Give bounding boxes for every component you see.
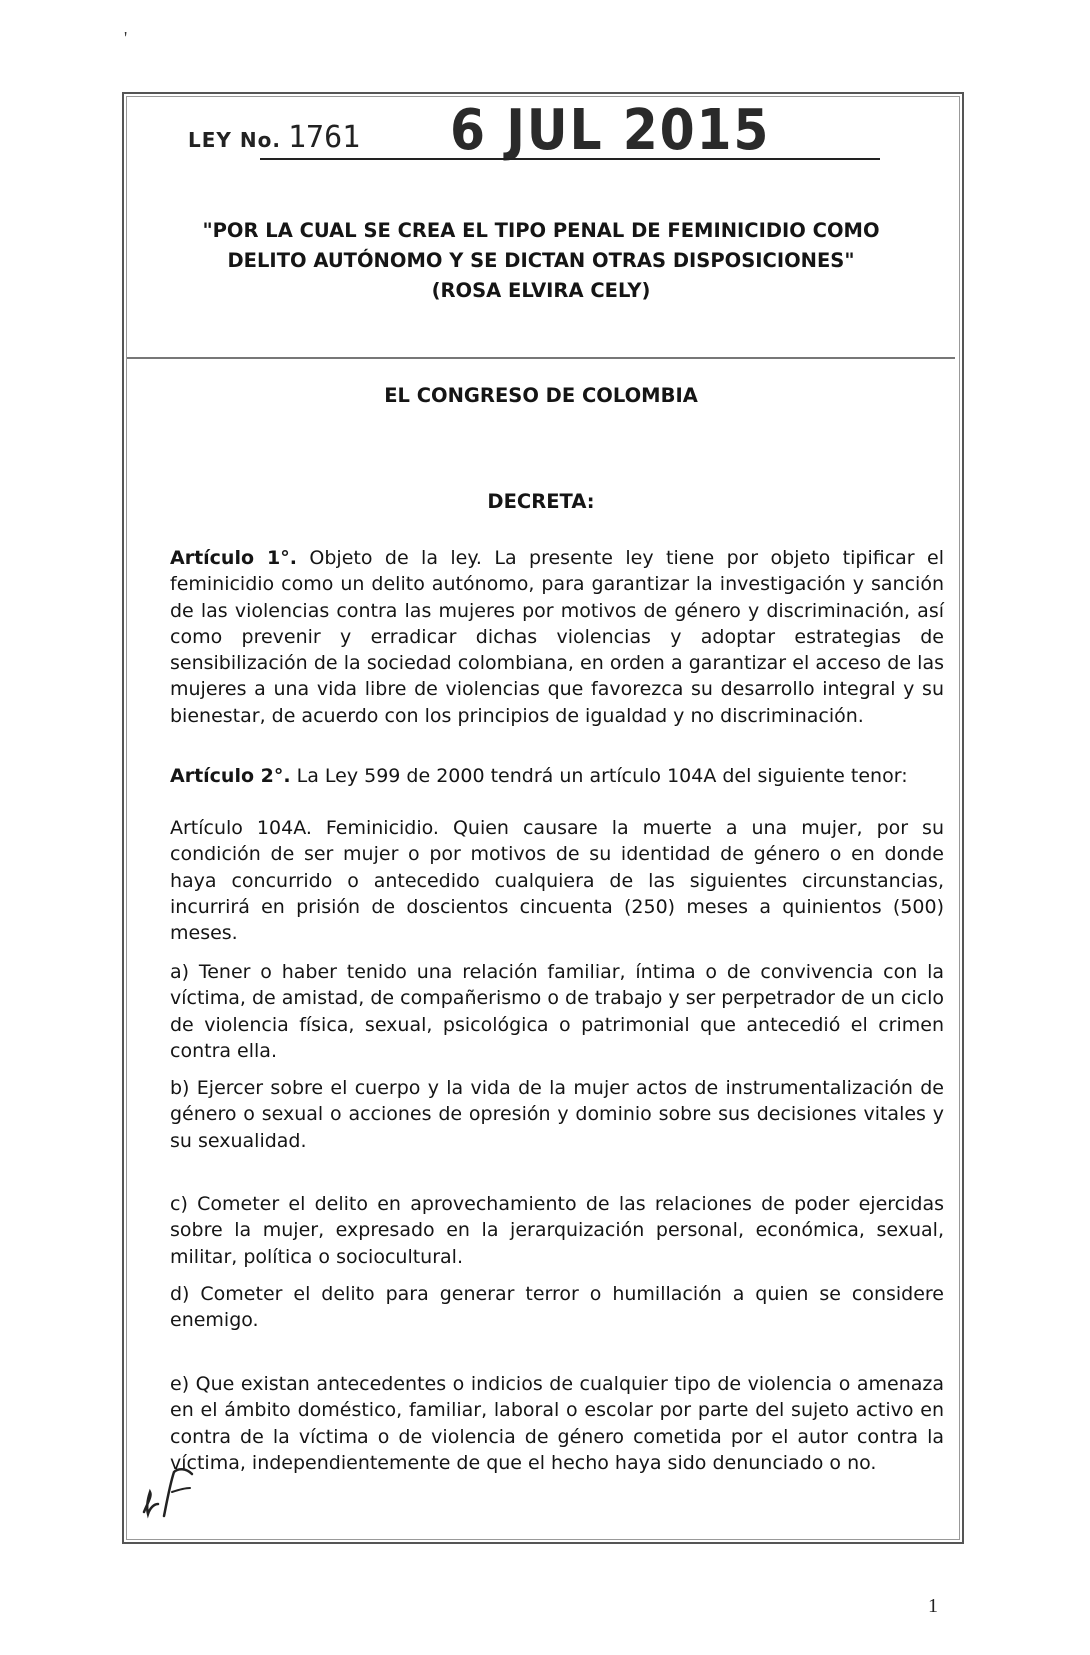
literal-d: d) Cometer el delito para generar terror o humillación a quien se considere enemigo. [170, 1283, 944, 1332]
title-line-2: DELITO AUTÓNOMO Y SE DICTAN OTRAS DISPOSICIONES" [227, 249, 855, 272]
article-2 [170, 763, 944, 789]
article-2-text: La Ley 599 de 2000 tendrá un artículo 104A del siguiente tenor: [290, 765, 908, 787]
page-number: 1 [928, 1595, 938, 1617]
ley-date-stamp: 6 JUL 2015 [450, 98, 771, 163]
article-2-heading: Artículo 2°. [170, 765, 291, 787]
title-line-3: (ROSA ELVIRA CELY) [431, 279, 651, 302]
article-104a: Artículo 104A. Feminicidio. Quien causare la muerte a una mujer, por su condición de ser mujer o por motivos de su identidad de género o en donde haya concurrido o antecedido cualquiera de las siguientes circunstancias, incurrirá en prisión de doscientos cincuenta (250) meses a quinientos (500) meses. [170, 817, 944, 945]
article-1-heading: Artículo 1°. [170, 547, 297, 569]
literal-c: c) Cometer el delito en aprovechamiento de las relaciones de poder ejercidas sobre la mujer, expresado en la jerarquización personal, económica, sexual, militar, política o sociocultural. [170, 1193, 944, 1268]
ley-label: LEY No. [188, 128, 281, 152]
handwritten-initials [138, 1462, 210, 1522]
scan-mark: ' [124, 28, 128, 48]
law-title [127, 216, 955, 306]
literal-e: e) Que existan antecedentes o indicios de cualquier tipo de violencia o amenaza en el ámbito doméstico, familiar, laboral o escolar por parte del sujeto activo en contra de la víctima o de violencia de género cometida por el autor contra la víctima, independientemente de que el hecho haya sido denunciado o no. [170, 1373, 944, 1474]
issuer-heading: EL CONGRESO DE COLOMBIA [384, 384, 698, 407]
literal-a: a) Tener o haber tenido una relación familiar, íntima o de convivencia con la víctima, de amistad, de compañerismo o de trabajo y ser perpetrador de un ciclo de violencia física, sexual, psicológica o patrimonial que antecedió el crimen contra ella. [170, 961, 944, 1062]
decreta-heading: DECRETA: [487, 490, 595, 513]
ley-number: 1761 [288, 120, 361, 155]
article-1 [170, 545, 944, 729]
ley-underline [260, 158, 880, 160]
literal-b: b) Ejercer sobre el cuerpo y la vida de la mujer actos de instrumentalización de género o sexual o acciones de opresión y dominio sobre sus decisiones vitales y su sexualidad. [170, 1077, 944, 1152]
article-1-text: Objeto de la ley. La presente ley tiene por objeto tipificar el feminicidio como un delito autónomo, para garantizar la investigación y sanción de las violencias contra las mujeres por motivos de género y discriminación, así como prevenir y erradicar dichas violencias y adoptar estrategias de sensibilización de la sociedad colombiana, en orden a garantizar el acceso de las mujeres a una vida libre de violencias que favorezca su desarrollo integral y su bienestar, de acuerdo con los principios de igualdad y no discriminación. [170, 547, 944, 727]
title-line-1: "POR LA CUAL SE CREA EL TIPO PENAL DE FEMINICIDIO COMO [202, 219, 880, 242]
